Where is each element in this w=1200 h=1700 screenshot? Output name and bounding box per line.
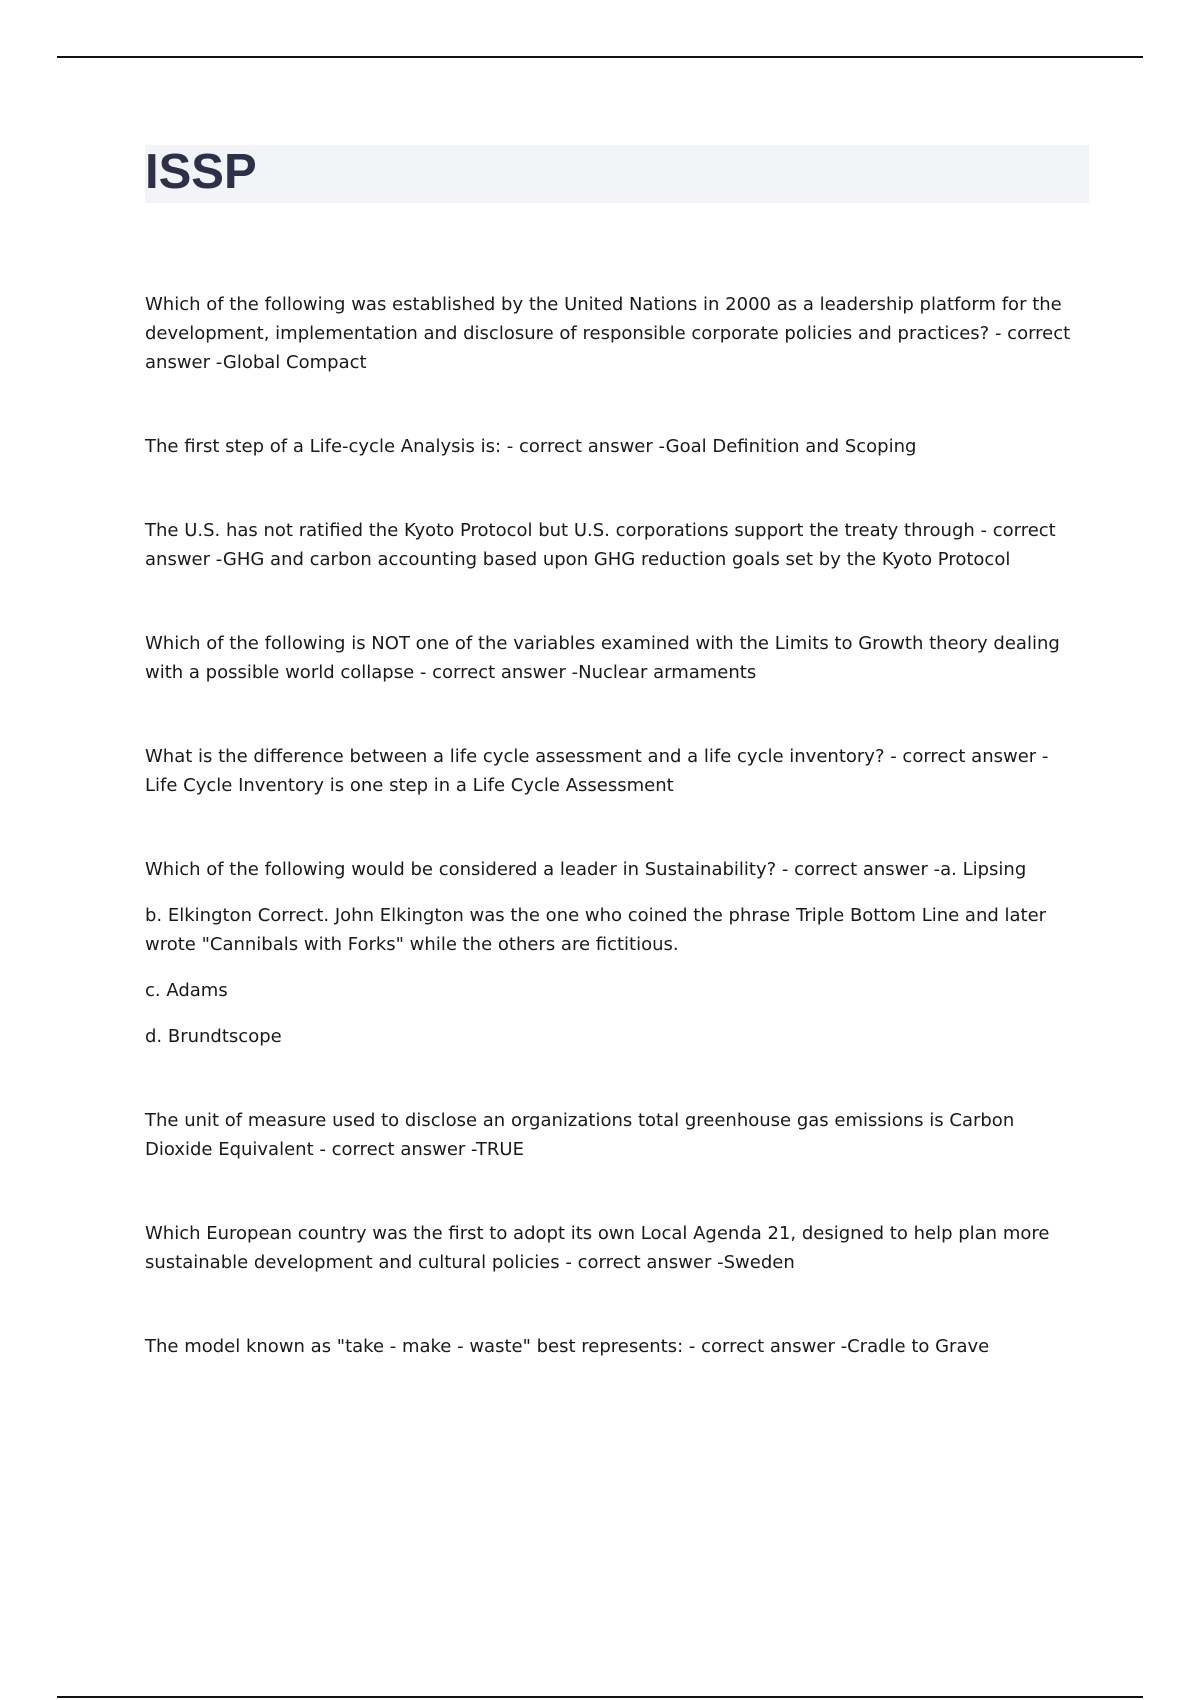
qa-paragraph: Which of the following is NOT one of the variables examined with the Limits to Growth theory dealing with a possible world collapse - correct answer -Nuclear armaments	[145, 633, 1060, 683]
title-background	[145, 145, 1089, 203]
qa-option: b. Elkington Correct. John Elkington was the one who coined the phrase Triple Bottom Line and later wrote "Cannibals with Forks" while the others are fictitious.	[145, 905, 1047, 955]
qa-item	[145, 290, 1080, 377]
qa-paragraph: Which of the following was established by the United Nations in 2000 as a leadership platform for the development, implementation and disclosure of responsible corporate policies and practices? - correct answer -Global Compact	[145, 294, 1071, 373]
qa-paragraph: Which European country was the first to adopt its own Local Agenda 21, designed to help plan more sustainable development and cultural policies - correct answer -Sweden	[145, 1223, 1050, 1273]
qa-item	[145, 855, 1080, 1051]
qa-paragraph: The first step of a Life-cycle Analysis is: - correct answer -Goal Definition and Scoping	[145, 436, 917, 457]
qa-option: c. Adams	[145, 980, 228, 1001]
document-title: ISSP	[145, 145, 257, 199]
qa-item	[145, 516, 1080, 574]
qa-paragraph: What is the difference between a life cycle assessment and a life cycle inventory? - correct answer -Life Cycle Inventory is one step in a Life Cycle Assessment	[145, 746, 1049, 796]
footer-rule	[57, 1696, 1143, 1698]
qa-paragraph: The U.S. has not ratified the Kyoto Protocol but U.S. corporations support the treaty through - correct answer -GHG and carbon accounting based upon GHG reduction goals set by the Kyoto Protocol	[145, 520, 1056, 570]
qa-item	[145, 1332, 1080, 1361]
qa-item	[145, 629, 1080, 687]
header-rule	[57, 56, 1143, 58]
qa-item	[145, 1219, 1080, 1277]
qa-paragraph: Which of the following would be considered a leader in Sustainability? - correct answer -a. Lipsing	[145, 859, 1027, 880]
qa-paragraph: The model known as "take - make - waste" best represents: - correct answer -Cradle to Grave	[145, 1336, 990, 1357]
qa-list	[145, 290, 1080, 1416]
qa-item	[145, 742, 1080, 800]
qa-item	[145, 1106, 1080, 1164]
qa-paragraph: The unit of measure used to disclose an organizations total greenhouse gas emissions is Carbon Dioxide Equivalent - correct answer -TRUE	[145, 1110, 1015, 1160]
qa-item	[145, 432, 1080, 461]
qa-option: d. Brundtscope	[145, 1026, 282, 1047]
